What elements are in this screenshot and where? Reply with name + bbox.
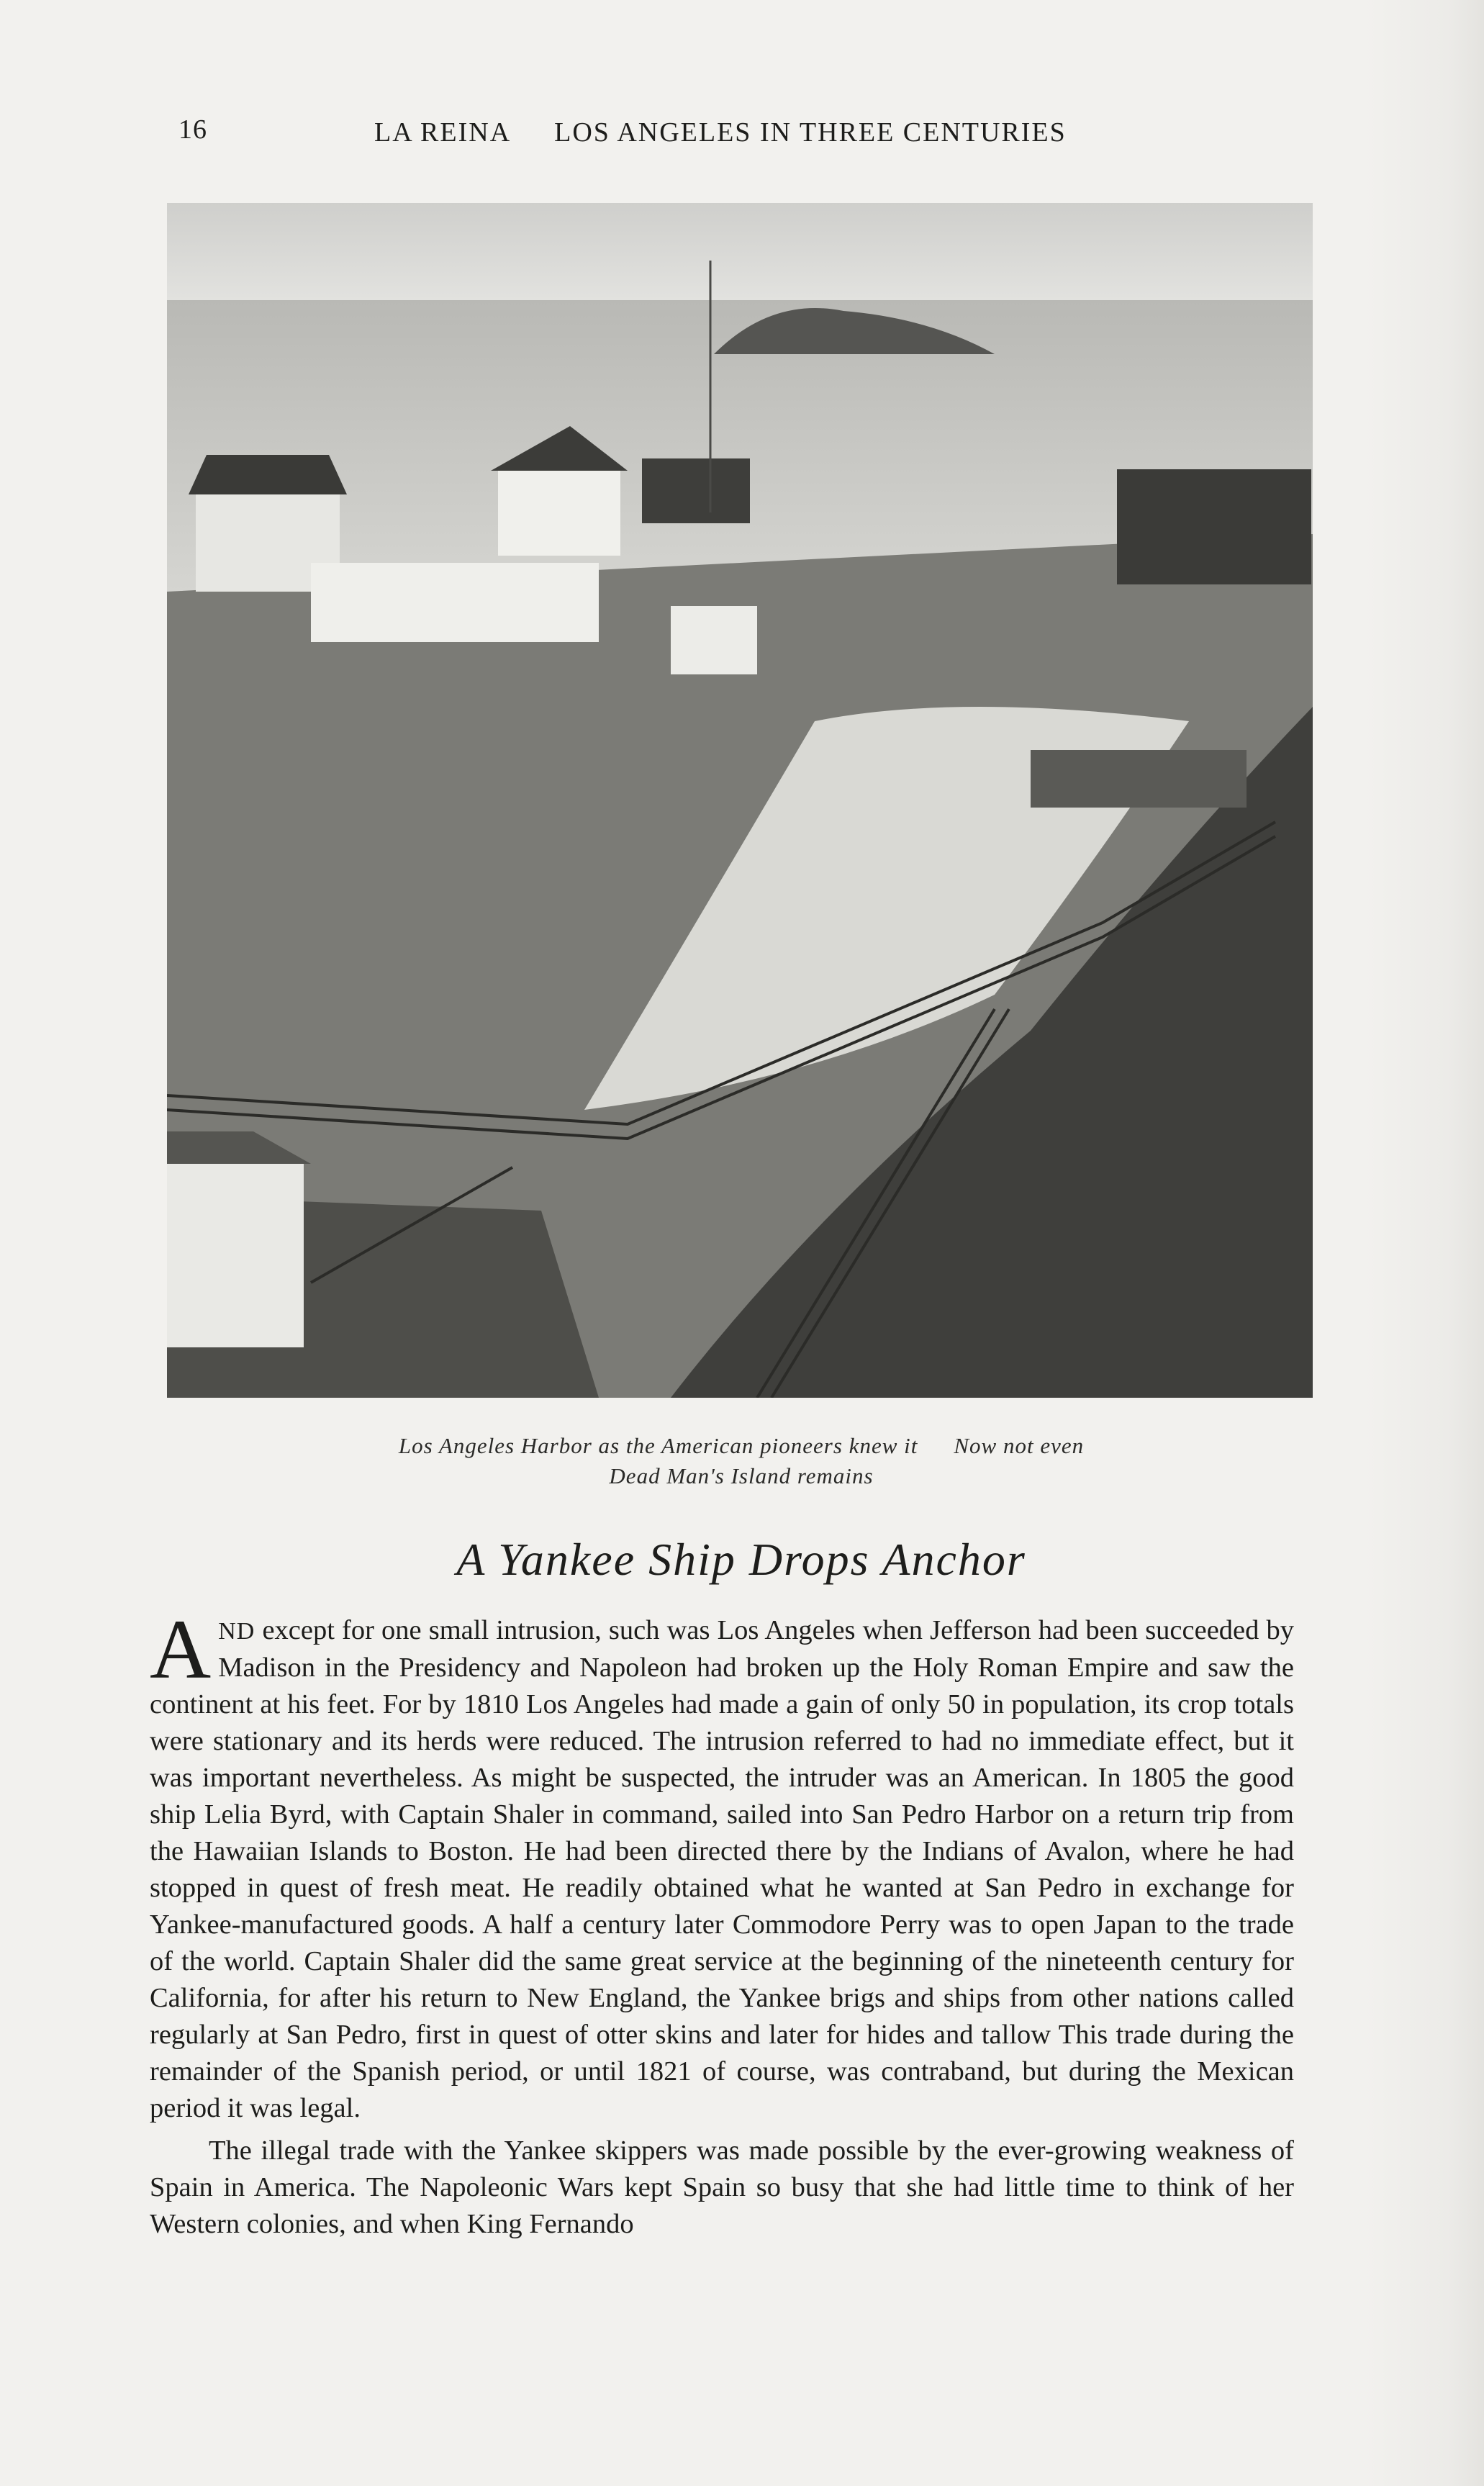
paragraph-2: The illegal trade with the Yankee skippers was made possible by the ever-growing weakness of Spain in America. The Napoleonic Wars kept Spain so busy that she had little time to think of her Western colonies, and when King Fernando <box>150 2135 1294 2239</box>
page-edge <box>1364 0 1484 2486</box>
sky <box>167 203 1313 300</box>
paragraph-1 <box>150 1602 1294 2127</box>
section-heading: A Yankee Ship Drops Anchor <box>456 1534 1026 1585</box>
paragraph-1-text: except for one small intrusion, such was Los Angeles when Jefferson had been succeeded by Madison in the Presidency and Napoleon had broken up the Holy Roman Empire and saw the continent at his feet. For by 1810 Los Angeles had made a gain of only 50 in population, its crop totals were stationary and its herds were reduced. The intrusion referred to had no immediate effect, but it was important nevertheless. As might be suspected, the intruder was an American. In 1805 the good ship Lelia Byrd, with Captain Shaler in command, sailed into San Pedro Harbor on a return trip from the Hawaiian Islands to Boston. He had been directed there by the Indians of Avalon, where he had stopped in quest of fresh meat. He readily obtained what he wanted at San Pedro in exchange for Yankee-manufactured goods. A half a century later Commodore Perry was to open Japan to the trade of the world. Captain Shaler did the same great service at the beginning of the nineteenth century for California, for after his return to New England, the Yankee brigs and ships from other nations called regularly at San Pedro, first in quest of otter skins and later for hides and tallow This trade during the remainder of the Spanish period, or until 1821 of course, was contraband, but during the Mexican period it was legal. <box>150 1615 1294 2123</box>
harbor-photo-illustration <box>167 203 1313 1398</box>
caption-line-2: Dead Man's Island remains <box>609 1463 874 1488</box>
page-number: 16 <box>178 114 207 145</box>
caption-line-1 <box>216 1431 1267 1461</box>
caption-line-1b: Now not even <box>954 1433 1085 1458</box>
running-head-part1: LA REINA <box>374 117 512 148</box>
photo-caption <box>216 1431 1267 1491</box>
drop-cap: A <box>150 1602 212 1696</box>
running-head-part2: LOS ANGELES IN THREE CENTURIES <box>554 117 1067 148</box>
caption-line-1a: Los Angeles Harbor as the American pioneers knew it <box>398 1433 918 1458</box>
lead-small-caps: ND <box>218 1618 255 1645</box>
running-head <box>374 117 1094 148</box>
harbor-photograph <box>167 203 1313 1398</box>
article-body <box>150 1602 1294 2243</box>
